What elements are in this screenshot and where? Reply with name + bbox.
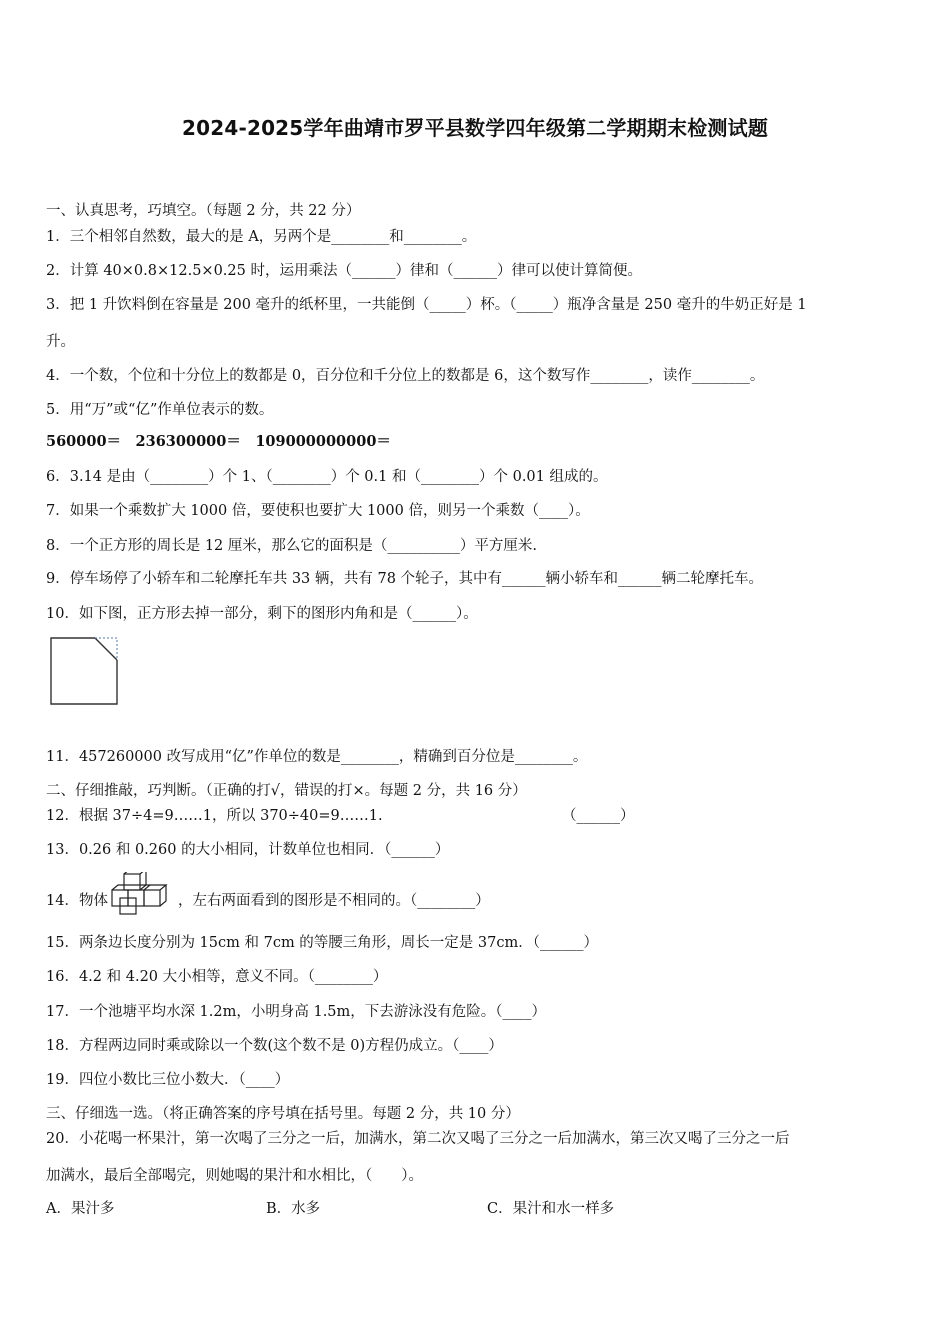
question-20-line-1: 20．小花喝一杯果汁，第一次喝了三分之一后，加满水，第二次又喝了三分之一后加满水，第三次又喝了三分之一后: [46, 1131, 790, 1147]
question-5-items: 560000＝ 236300000＝ 109000000000＝: [46, 433, 391, 450]
question-14-suffix: ，左右两面看到的图形是不相同的。（________）: [177, 893, 490, 909]
cubes-figure: [110, 872, 176, 916]
question-4: 4．一个数，个位和十分位上的数都是 0，百分位和千分位上的数都是 6，这个数写作________，读作________。: [46, 368, 765, 384]
question-6: 6．3.14 是由（________）个 1、（________）个 0.1 和（________）个 0.01 组成的。: [46, 469, 608, 485]
question-20-option-a: A．果汁多: [46, 1201, 115, 1217]
question-3-line-2: 升。: [46, 334, 75, 350]
question-17: 17．一个池塘平均水深 1.2m，小明身高 1.5m，下去游泳没有危险。（____）: [46, 1004, 547, 1020]
question-14-prefix: 14．物体: [46, 893, 108, 909]
question-7: 7．如果一个乘数扩大 1000 倍，要使积也要扩大 1000 倍，则另一个乘数（____）。: [46, 503, 590, 519]
question-18: 18．方程两边同时乘或除以一个数(这个数不是 0)方程仍成立。（____）: [46, 1038, 503, 1054]
question-15: 15．两条边长度分别为 15cm 和 7cm 的等腰三角形，周长一定是 37cm．（______）: [46, 935, 598, 951]
question-11: 11．457260000 改写成用“亿”作单位的数是________，精确到百分位是________。: [46, 749, 588, 765]
question-14: [46, 886, 490, 916]
question-20-option-c: C．果汁和水一样多: [487, 1201, 615, 1217]
cut-square-figure: [50, 637, 120, 707]
question-5: 5．用“万”或“亿”作单位表示的数。: [46, 402, 274, 418]
question-13: 13．0.26 和 0.260 的大小相同，计数单位也相同．（______）: [46, 842, 450, 858]
question-12: 12．根据 37÷4=9……1，所以 370÷40=9……1.: [46, 808, 383, 824]
question-20-line-2: 加满水，最后全部喝完，则她喝的果汁和水相比，（ ）。: [46, 1168, 423, 1184]
question-3-line-1: 3．把 1 升饮料倒在容量是 200 毫升的纸杯里，一共能倒（_____）杯。（_____）瓶净含量是 250 毫升的牛奶正好是 1: [46, 297, 807, 313]
question-16: 16．4.2 和 4.20 大小相等，意义不同。（________）: [46, 969, 388, 985]
section-3-header: 三、仔细选一选。（将正确答案的序号填在括号里。每题 2 分，共 10 分）: [46, 1106, 520, 1122]
question-9: 9．停车场停了小轿车和二轮摩托车共 33 辆，共有 78 个轮子，其中有______辆小轿车和______辆二轮摩托车。: [46, 571, 764, 587]
question-20-option-b: B．水多: [266, 1201, 321, 1217]
question-8: 8．一个正方形的周长是 12 厘米，那么它的面积是（__________）平方厘米.: [46, 538, 538, 554]
section-2-header: 二、仔细推敲，巧判断。（正确的打√，错误的打×。每题 2 分，共 16 分）: [46, 783, 527, 799]
question-12-blank: （______）: [562, 808, 635, 824]
question-1: 1．三个相邻自然数，最大的是 A，另两个是________和________。: [46, 229, 477, 245]
page-title: 2024-2025学年曲靖市罗平县数学四年级第二学期期末检测试题: [181, 116, 769, 140]
question-2: 2．计算 40×0.8×12.5×0.25 时，运用乘法（______）律和（______）律可以使计算简便。: [46, 263, 642, 279]
question-19: 19．四位小数比三位小数大．（____）: [46, 1072, 290, 1088]
question-10: 10．如下图，正方形去掉一部分，剩下的图形内角和是（______）。: [46, 606, 478, 622]
section-1-header: 一、认真思考，巧填空。（每题 2 分，共 22 分）: [46, 203, 361, 219]
